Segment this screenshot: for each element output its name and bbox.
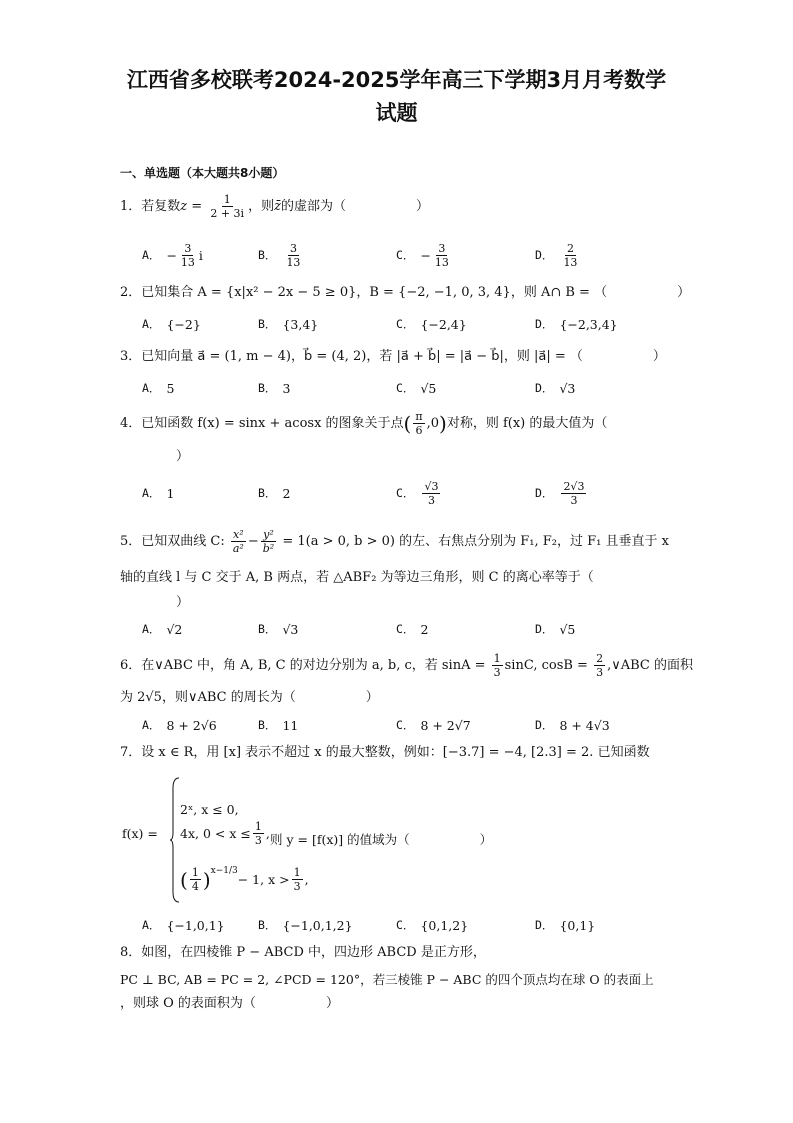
option-b[interactable] — [258, 373, 290, 403]
question-text: 则 y = [f(x)] 的值域为（ — [270, 832, 410, 847]
option-letter: B． — [258, 718, 277, 732]
answer-paren-q5 — [176, 592, 736, 614]
question-7 — [120, 742, 680, 764]
piece-text: 4x, 0 < x ≤ — [180, 826, 251, 841]
denominator: 13 — [286, 255, 301, 269]
option-c[interactable] — [396, 478, 442, 508]
option-letter: B． — [258, 317, 277, 331]
options-q4 — [142, 478, 702, 508]
option-value: √5 — [559, 621, 576, 637]
option-a[interactable] — [142, 478, 174, 508]
question-text: 若复数 — [141, 199, 181, 214]
piece-text: − 1, x > — [237, 872, 290, 887]
denominator: 3 — [427, 493, 435, 507]
options-q3 — [142, 373, 702, 403]
option-letter: B． — [258, 622, 277, 636]
function-label: f(x) = — [122, 826, 158, 841]
question-number: 8． — [120, 945, 142, 960]
option-c[interactable] — [396, 240, 453, 270]
option-value: √5 — [420, 380, 437, 396]
options-q7 — [142, 910, 702, 940]
option-value: 1 — [166, 485, 175, 501]
question-number: 4． — [120, 416, 142, 431]
options-q5 — [142, 614, 702, 644]
denominator: b² — [262, 542, 275, 555]
option-d[interactable] — [535, 309, 618, 339]
math-var: z — [180, 199, 188, 214]
numerator: x² — [233, 528, 244, 541]
option-value: √2 — [166, 621, 183, 637]
exponent: x−1/3 — [210, 866, 238, 876]
numerator: √3 — [424, 479, 439, 493]
option-value: {−2,4} — [420, 316, 467, 332]
option-a[interactable] — [142, 614, 182, 644]
option-value: {−1,0,1} — [166, 917, 225, 933]
answer-paren-q4 — [176, 446, 736, 468]
options-q6 — [142, 710, 702, 740]
option-letter: B． — [258, 918, 277, 932]
option-letter: C． — [396, 622, 415, 636]
sign: − — [166, 247, 177, 263]
options-q1 — [142, 240, 702, 270]
question-1 — [120, 193, 680, 220]
option-b[interactable] — [258, 240, 304, 270]
piece-1: 2ˣ, x ≤ 0, — [180, 802, 239, 817]
question-number: 5． — [120, 534, 142, 549]
option-letter: D． — [535, 718, 554, 732]
fraction — [422, 480, 440, 507]
numerator: 2 — [566, 241, 574, 255]
denominator: 3 — [254, 834, 262, 847]
question-text: 已知双曲线 C: — [141, 534, 229, 549]
numerator: 1 — [493, 652, 501, 665]
answer-paren: ） — [652, 349, 666, 364]
math-op: = — [187, 199, 207, 214]
option-value: {0,1,2} — [420, 917, 469, 933]
question-number: 7． — [120, 745, 142, 760]
option-letter: B． — [258, 248, 277, 262]
piece-3: ( $\frac{1}{4}$ ) $^{x-1/3}$ − 1, x > $\frac{1}{3}$ , — [180, 866, 309, 893]
option-value: 8 + 2√6 — [166, 717, 217, 733]
option-value: {−1,0,1,2} — [282, 917, 353, 933]
option-a[interactable] — [142, 309, 201, 339]
fraction — [561, 242, 579, 269]
option-value: {0,1} — [559, 917, 596, 933]
fraction — [261, 528, 276, 555]
question-text: 已知向量 a⃗ = (1, m − 4)，b⃗ = (4, 2)，若 |a⃗ + b⃗| = |a⃗ − b⃗|，则 |a⃗| = （ — [141, 349, 583, 364]
question-number: 6． — [120, 658, 142, 673]
question-8 — [120, 942, 680, 964]
question-text: PC ⊥ BC, AB = PC = 2, ∠PCD = 120°，若三棱锥 P − ABC 的四个顶点均在球 O 的表面上 — [120, 972, 654, 987]
question-text: 已知集合 A = {x|x² − 2x − 5 ≥ 0}，B = {−2, −1, 0, 3, 4}，则 A∩ B = （ — [141, 285, 608, 300]
question-5: 5．已知双曲线 C: $\frac{\text{x²}}{\text{a²}}$ − $\frac{\text{y²}}{\text{b²}}$ = 1(a > 0, b > 0) 的左、右焦点分别为 F₁, F₂，过 F₁ 且垂直于 x — [120, 528, 669, 555]
denominator: 4 — [191, 880, 199, 893]
denominator: 3 — [596, 666, 604, 679]
option-letter: A． — [142, 486, 161, 500]
option-value: {−2,3,4} — [559, 316, 618, 332]
option-b[interactable] — [258, 309, 318, 339]
numerator: 2 — [596, 652, 604, 665]
section-heading: 一、单选题（本大题共8小题） — [120, 166, 285, 180]
numerator: 1 — [293, 866, 301, 879]
option-letter: C． — [396, 317, 415, 331]
option-d[interactable] — [535, 614, 575, 644]
option-letter: C． — [396, 248, 415, 262]
option-letter: B． — [258, 486, 277, 500]
question-2 — [120, 282, 691, 304]
option-letter: D． — [535, 381, 554, 395]
question-text: 如图，在四棱锥 P − ABCD 中，四边形 ABCD 是正方形， — [141, 945, 486, 960]
question-text: 设 x ∈ R，用 [x] 表示不超过 x 的最大整数，例如：[−3.7] = −4, [2.3] = 2. 已知函数 — [141, 745, 650, 760]
piece-2 — [180, 820, 270, 847]
option-a[interactable] — [142, 910, 225, 940]
option-d[interactable] — [535, 373, 575, 403]
denominator: 3 — [570, 493, 578, 507]
fraction — [179, 242, 197, 269]
numerator: 3 — [184, 241, 192, 255]
option-letter: A． — [142, 317, 161, 331]
option-letter: C． — [396, 486, 415, 500]
question-text: ，则 — [248, 199, 275, 214]
option-letter: A． — [142, 718, 161, 732]
question-number: 2． — [120, 285, 142, 300]
question-text: ，则球 O 的表面积为（ — [120, 996, 256, 1011]
option-c[interactable] — [396, 373, 436, 403]
option-b[interactable] — [258, 910, 353, 940]
denominator: 2 + 3i — [210, 207, 245, 220]
fraction — [561, 480, 586, 507]
option-value: 8 + 2√7 — [420, 717, 471, 733]
title-line-2: 试题 — [375, 101, 418, 125]
brace-icon — [170, 776, 180, 904]
question-4: 4．已知函数 f(x) = sinx + acosx 的图象关于点( $\frac{\pi}{6}$ ,0)对称，则 f(x) 的最大值为（ — [120, 410, 608, 437]
option-d[interactable] — [535, 710, 610, 740]
option-letter: D． — [535, 486, 554, 500]
piece-text: , — [304, 872, 309, 887]
option-letter: C． — [396, 918, 415, 932]
option-b[interactable] — [258, 710, 298, 740]
answer-paren: ） — [365, 690, 379, 705]
option-c[interactable] — [396, 710, 471, 740]
question-8-line-2 — [120, 969, 680, 991]
question-8-line-3 — [120, 993, 680, 1015]
denominator: 3 — [293, 880, 301, 893]
sign: − — [420, 247, 431, 263]
denominator: 13 — [434, 255, 449, 269]
option-letter: A． — [142, 918, 161, 932]
denominator: 13 — [180, 255, 195, 269]
fraction — [190, 866, 201, 893]
question-text: 对称，则 f(x) 的最大值为（ — [446, 416, 608, 431]
answer-paren: ） — [415, 199, 429, 214]
denominator: 3 — [493, 666, 501, 679]
option-letter: C． — [396, 718, 415, 732]
option-c[interactable] — [396, 910, 468, 940]
numerator: y² — [263, 528, 274, 541]
answer-paren: ） — [176, 449, 190, 464]
fraction — [492, 652, 503, 679]
option-b[interactable] — [258, 478, 290, 508]
option-letter: A． — [142, 381, 161, 395]
numerator: 1 — [191, 866, 199, 879]
numerator: 1 — [223, 193, 231, 206]
question-text: 已知函数 f(x) = sinx + acosx 的图象关于点 — [141, 416, 404, 431]
title-line-1: 江西省多校联考2024-2025学年高三下学期3月月考数学 — [126, 68, 667, 92]
option-letter: D． — [535, 317, 554, 331]
answer-paren: ） — [325, 996, 339, 1011]
answer-paren: ） — [176, 595, 190, 610]
option-value: {3,4} — [282, 316, 319, 332]
question-number: 3． — [120, 349, 142, 364]
option-b[interactable] — [258, 614, 298, 644]
numerator: 2√3 — [563, 479, 585, 493]
answer-paren: ） — [479, 832, 493, 847]
option-a[interactable] — [142, 240, 203, 270]
question-text: ,∨ABC 的面积 — [607, 658, 694, 673]
fraction — [292, 866, 303, 893]
option-value: √3 — [559, 380, 576, 396]
suffix: i — [198, 247, 203, 263]
piece-text: , — [265, 826, 270, 841]
question-text: 轴的直线 l 与 C 交于 A, B 两点，若 △ABF₂ 为等边三角形，则 C 的离心率等于（ — [120, 570, 594, 585]
answer-paren: ） — [677, 285, 691, 300]
option-value: 2 — [420, 621, 429, 637]
denominator: a² — [232, 542, 244, 555]
denominator: 13 — [563, 255, 578, 269]
option-value: 2 — [282, 485, 291, 501]
option-d[interactable] — [535, 910, 595, 940]
fraction — [413, 410, 424, 437]
question-text: sinC, cosB = — [504, 658, 593, 673]
denominator: 6 — [415, 424, 423, 437]
numerator: 3 — [438, 241, 446, 255]
question-text: 为 2√5，则∨ABC 的周长为（ — [120, 690, 296, 705]
question-text: 在∨ABC 中，角 A, B, C 的对边分别为 a, b, c，若 sinA = — [141, 658, 490, 673]
math-var: z̄ — [274, 199, 281, 214]
option-value: 11 — [282, 717, 299, 733]
question-7-ask — [270, 830, 492, 848]
option-d[interactable] — [535, 478, 588, 508]
piecewise-function — [122, 776, 642, 904]
option-value: {−2} — [166, 316, 201, 332]
option-a[interactable] — [142, 373, 174, 403]
numerator: 3 — [289, 241, 297, 255]
option-c[interactable] — [396, 614, 428, 644]
option-value: √3 — [282, 621, 299, 637]
option-letter: C． — [396, 381, 415, 395]
option-letter: B． — [258, 381, 277, 395]
option-c[interactable] — [396, 309, 467, 339]
numerator: 1 — [254, 820, 262, 833]
options-q2 — [142, 309, 702, 339]
option-value: 3 — [282, 380, 291, 396]
fraction — [284, 242, 302, 269]
option-value: 8 + 4√3 — [559, 717, 610, 733]
numerator: π — [415, 410, 423, 423]
question-5-line-2 — [120, 567, 680, 589]
page-title — [60, 64, 733, 130]
option-value: 5 — [166, 380, 175, 396]
fraction — [231, 528, 246, 555]
fraction — [433, 242, 451, 269]
fraction — [594, 652, 605, 679]
question-6 — [120, 652, 694, 679]
question-6-line-2 — [120, 687, 680, 709]
question-text: 的虚部为（ — [280, 199, 346, 214]
fraction — [253, 820, 264, 847]
option-letter: A． — [142, 248, 161, 262]
option-letter: D． — [535, 622, 554, 636]
question-text: = 1(a > 0, b > 0) 的左、右焦点分别为 F₁, F₂，过 F₁ 且垂直于 x — [278, 534, 669, 549]
question-number: 1． — [120, 199, 142, 214]
option-letter: D． — [535, 248, 554, 262]
option-letter: D． — [535, 918, 554, 932]
option-letter: A． — [142, 622, 161, 636]
option-a[interactable] — [142, 710, 217, 740]
option-d[interactable] — [535, 240, 581, 270]
fraction — [208, 193, 246, 220]
question-3 — [120, 346, 680, 368]
